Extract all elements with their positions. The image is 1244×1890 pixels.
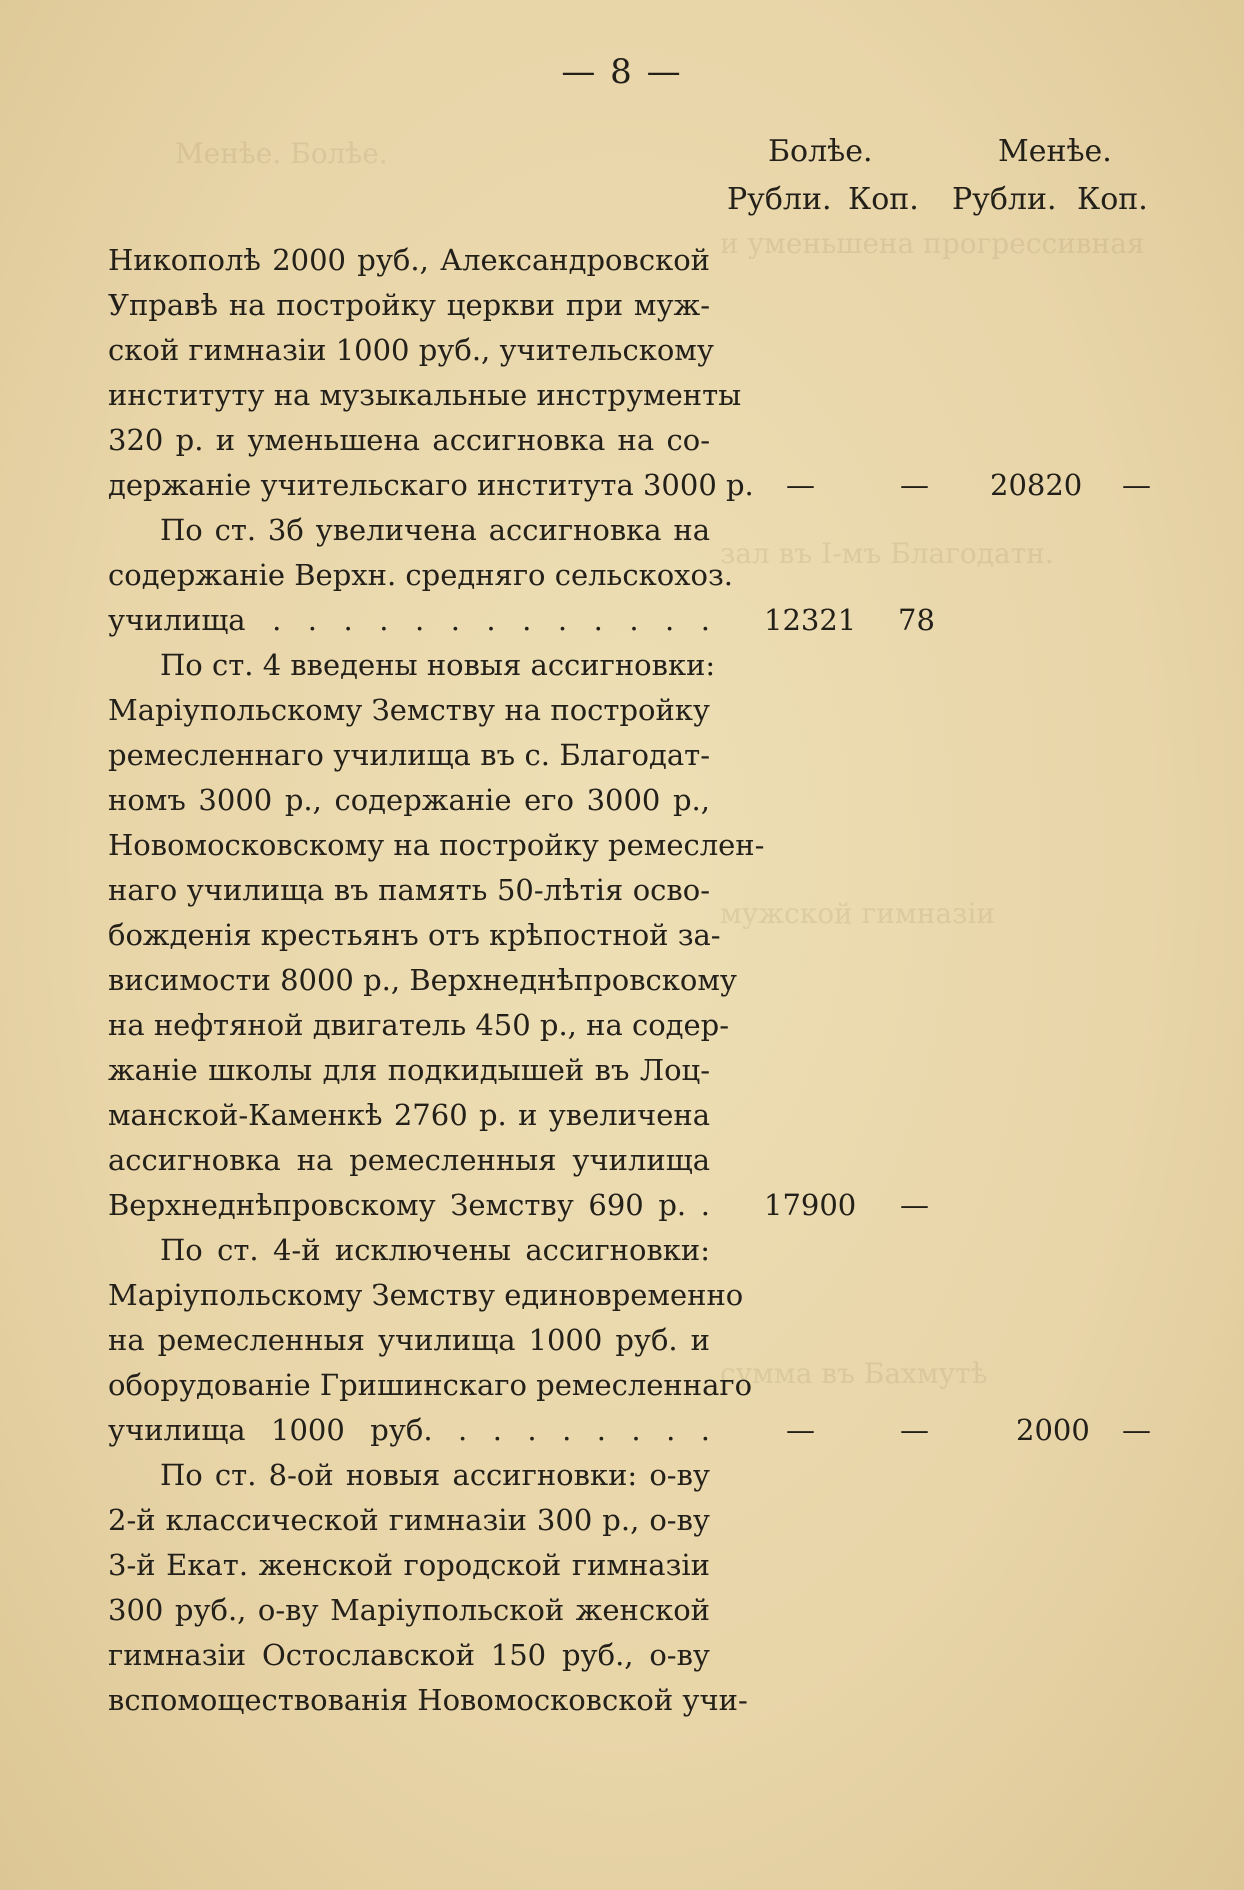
text-line: По ст. 4 введены новыя ассигновки: [160,648,716,682]
text-line: училища . . . . . . . . . . . . . [108,603,710,637]
text-line: манской-Каменкѣ 2760 р. и увеличена [108,1098,710,1132]
text-line: Новомосковскому на постройку ремеслен- [108,828,765,862]
text-line: Маріупольскому Земству единовременно [108,1278,744,1312]
text-line: 2-й классической гимназіи 300 р., о-ву [108,1503,710,1537]
bleed-through-text: зал въ I-мъ Благодатн. [720,537,1054,570]
header-more: Болѣе. [768,134,873,169]
text-line: Управѣ на постройку церкви при муж- [108,288,710,322]
text-line: на ремесленныя училища 1000 руб. и [108,1323,710,1357]
entry-rub-more: 17900 [764,1188,857,1222]
text-line: жаніе школы для подкидышей въ Лоц- [108,1053,710,1087]
header-rub-less: Рубли. [952,182,1057,217]
text-line: вспомоществованія Новомосковской учи- [108,1683,748,1717]
entry-kop-less: — [1122,468,1151,502]
entry-rub-more: — [786,1413,815,1447]
text-line: висимости 8000 р., Верхнеднѣпровскому [108,963,737,997]
entry-kop-more: — [900,468,929,502]
text-line: наго училища въ память 50-лѣтія осво- [108,873,710,907]
entry-kop-less: — [1122,1413,1151,1447]
page-number: — 8 — [561,52,683,92]
text-line: 320 р. и уменьшена ассигновка на со- [108,423,710,457]
text-line: Верхнеднѣпровскому Земству 690 р. . [108,1188,710,1222]
header-kop-less: Коп. [1077,182,1148,217]
header-less: Менѣе. [998,134,1112,169]
text-line: По ст. 8-ой новыя ассигновки: о-ву [160,1458,710,1492]
text-line: гимназіи Остославской 150 руб., о-ву [108,1638,710,1672]
bleed-through-text: и уменьшена прогрессивная [720,227,1145,260]
text-line: 3-й Екат. женской городской гимназіи [108,1548,710,1582]
text-line: на нефтяной двигатель 450 р., на содер- [108,1008,730,1042]
text-line: божденія крестьянъ отъ крѣпостной за- [108,918,721,952]
entry-kop-more: — [900,1188,929,1222]
entry-rub-less: 20820 [990,468,1083,502]
text-line: оборудованіе Гришинскаго ремесленнаго [108,1368,753,1402]
entry-rub-less: 2000 [1016,1413,1090,1447]
text-line: ской гимназіи 1000 руб., учительскому [108,333,714,367]
text-line: номъ 3000 р., содержаніе его 3000 р., [108,783,710,817]
header-rub-more: Рубли. [727,182,832,217]
entry-kop-more: 78 [898,603,935,637]
text-line: Маріупольскому Земству на постройку [108,693,710,727]
bleed-through-text: сумма въ Бахмутѣ [720,1357,988,1390]
entry-rub-more: 12321 [764,603,857,637]
entry-kop-more: — [900,1413,929,1447]
bleed-through-text: Менѣе. Болѣе. [175,137,388,170]
text-line: институту на музыкальные инструменты [108,378,742,412]
text-line: ремесленнаго училища въ с. Благодат- [108,738,710,772]
bleed-through-text: мужской гимназіи [720,897,995,930]
text-line: 300 руб., о-ву Маріупольской женской [108,1593,710,1627]
text-line: содержаніе Верхн. средняго сельскохоз. [108,558,734,592]
text-line: Никополѣ 2000 руб., Александровской [108,243,710,277]
text-line: ассигновка на ремесленныя училища [108,1143,710,1177]
text-line: держаніе учительскаго института 3000 р. [108,468,754,502]
header-kop-more: Коп. [848,182,919,217]
text-line: По ст. 4-й исключены ассигновки: [160,1233,710,1267]
text-line: По ст. 3б увеличена ассигновка на [160,513,710,547]
entry-rub-more: — [786,468,815,502]
text-line: училища 1000 руб. . . . . . . . . [108,1413,710,1447]
